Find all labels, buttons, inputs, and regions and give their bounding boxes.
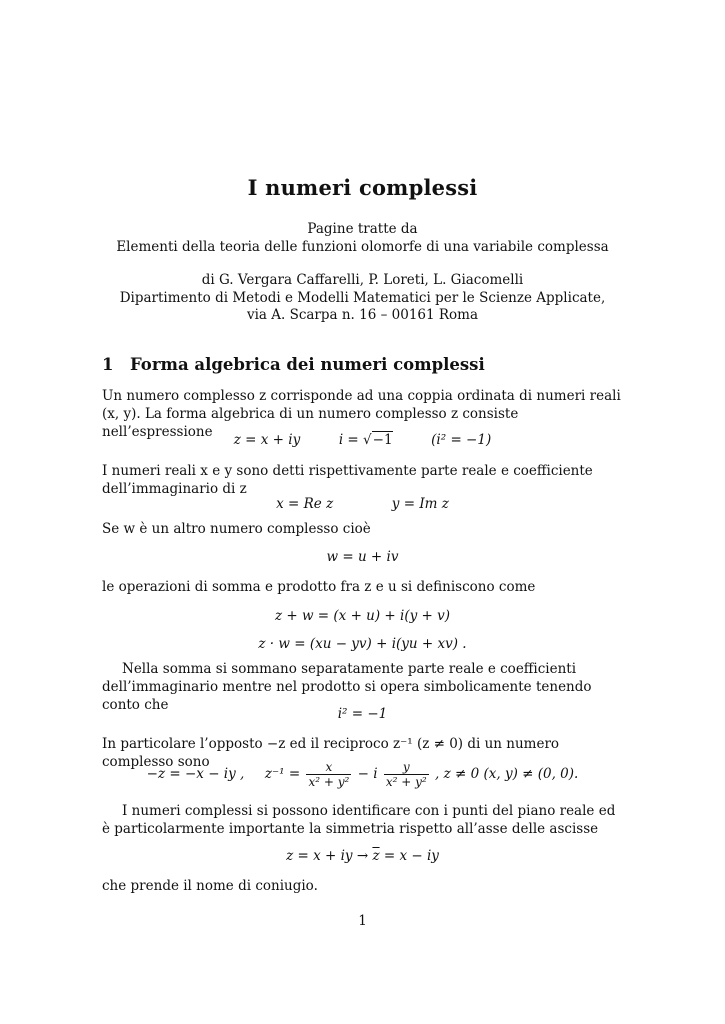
eq8-right: = x − iy xyxy=(379,848,439,864)
equation-4: z + w = (x + u) + i(y + v) xyxy=(274,608,451,624)
eq7-fraction-1 xyxy=(306,760,351,789)
header-department: Dipartimento di Metodi e Modelli Matematici per le Scienze Applicate, xyxy=(119,290,606,306)
eq7-reciprocal-lhs: z⁻¹ = xyxy=(264,766,301,782)
eq1-radicand: −1 xyxy=(372,432,393,448)
eq7-frac2-denominator: x² + y² xyxy=(385,775,427,789)
equation-6: i² = −1 xyxy=(337,706,388,722)
equation-5: z · w = (xu − yv) + i(yu + xv) . xyxy=(258,636,467,652)
header-source-line: Pagine tratte da xyxy=(307,221,418,237)
section-title: Forma algebrica dei numeri complessi xyxy=(130,355,485,374)
eq1-part-c: (i² = −1) xyxy=(431,432,492,448)
paragraph-3: Se w è un altro numero complesso cioè xyxy=(102,521,371,537)
page-number: 1 xyxy=(358,913,367,929)
paragraph-4: le operazioni di somma e prodotto fra z e u si definiscono come xyxy=(102,579,536,595)
header-book-title: Elementi della teoria delle funzioni olomorfe di una variabile complessa xyxy=(116,239,609,255)
eq7-opposite: −z = −x − iy , xyxy=(146,766,245,782)
equation-2 xyxy=(0,496,725,512)
eq2-real-part: x = Re z xyxy=(276,496,334,512)
eq7-frac1-numerator: x xyxy=(306,760,351,775)
paragraph-1: Un numero complesso z corrisponde ad una coppia ordinata di numeri reali (x, y). La forma algebrica di un numero complesso z consiste nell’espressione xyxy=(102,388,621,440)
header-authors: di G. Vergara Caffarelli, P. Loreti, L. Giacomelli xyxy=(201,272,524,288)
eq7-condition: , z ≠ 0 (x, y) ≠ (0, 0). xyxy=(435,766,579,782)
paragraph-5: Nella somma si sommano separatamente parte reale e coefficienti dell’immaginario mentre nel prodotto si opera simbolicamente tenendo conto che xyxy=(102,661,592,713)
paragraph-7: I numeri complessi si possono identificare con i punti del piano reale ed è particolarmente importante la simmetria rispetto all’asse delle ascisse xyxy=(102,803,616,837)
eq2-imag-part: y = Im z xyxy=(391,496,449,512)
equation-7 xyxy=(0,760,725,789)
paragraph-2: I numeri reali x e y sono detti rispettivamente parte reale e coefficiente dell’immaginario di z xyxy=(102,463,593,497)
header-address: via A. Scarpa n. 16 – 00161 Roma xyxy=(246,307,479,323)
eq8-left: z = x + iy → xyxy=(286,848,373,864)
eq8-conjugate: $\overline{z}$ xyxy=(372,848,380,864)
paragraph-6: In particolare l’opposto −z ed il reciproco z⁻¹ (z ≠ 0) di un numero complesso sono xyxy=(102,736,560,770)
section-heading xyxy=(102,355,485,374)
eq7-minus-i: − i xyxy=(357,766,378,782)
eq7-frac2-numerator: y xyxy=(384,760,429,775)
paragraph-8: che prende il nome di coniugio. xyxy=(102,878,318,894)
eq7-fraction-2 xyxy=(384,760,429,789)
equation-1 xyxy=(0,432,725,448)
document-title: I numeri complessi xyxy=(247,175,478,200)
eq1-part-a: z = x + iy xyxy=(233,432,301,448)
eq1-part-b: i = √ xyxy=(338,432,372,448)
equation-8 xyxy=(0,848,725,864)
equation-3: w = u + iv xyxy=(326,549,399,565)
section-number: 1 xyxy=(102,355,114,374)
eq7-frac1-denominator: x² + y² xyxy=(308,775,350,789)
